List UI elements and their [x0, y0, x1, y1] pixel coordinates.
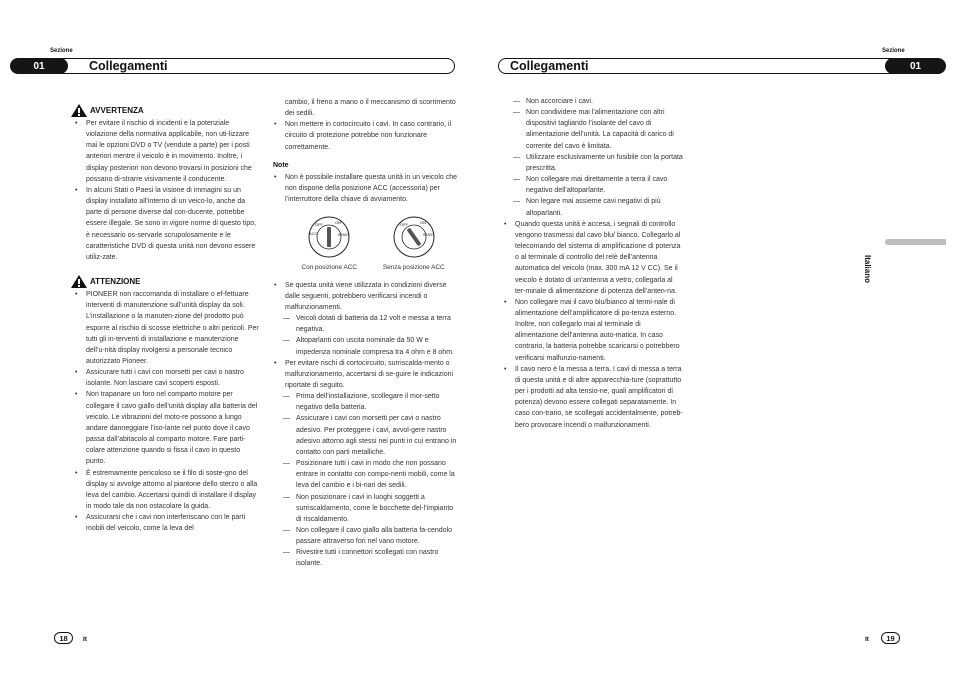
dash-item: — Assicurare i cavi con morsetti per cavi o nastro adesivo. Per proteggere i cavi, avvol-gere nastro adesivo attorno agli stessi nei punti in cui entrano in contatto con parti metalliche.	[273, 413, 457, 458]
note-heading: Note	[273, 161, 289, 169]
section-label: Sezione	[50, 48, 73, 54]
list-item: • Non è possibile installare questa unità in un veicolo che non dispone della posizione ACC (accessoria) per l’interruttore della chiave di avviamento.	[273, 172, 457, 205]
dial-mark: START	[422, 233, 434, 238]
language-code: It	[865, 636, 869, 643]
list-item: • Assicurarsi che i cavi non interferiscano con le parti mobili del veicolo, come la leva del	[74, 512, 259, 534]
list-item: • Per evitare rischi di cortocircuito, surriscalda-mento o malfunzionamento, accertarsi di se-guire le indicazioni riportate di seguito.	[273, 358, 457, 391]
dial-mark: ON	[419, 220, 426, 226]
column-1	[74, 103, 259, 534]
list-item: • PIONEER non raccomanda di installare o ef-fettuare interventi di manutenzione sull’unità display da soli. L’installazione o la manuten-zione del prodotto può esporre al rischio di scosse elettriche o altri pericoli. Per tutti gli in-terventi di installazione e manutenzione dell’u-nità display rivolgersi a personale tecnico autorizzato Pioneer.	[74, 289, 259, 367]
dial-mark: OFF	[399, 222, 408, 228]
warning-heading-text: ATTENZIONE	[90, 276, 141, 286]
continuation-text: cambio, il freno a mano o il meccanismo di scorrimento dei sedili.	[285, 99, 456, 118]
dial-mark: ON	[335, 220, 342, 226]
dial-mark: OFF	[315, 222, 324, 228]
page-title: Collegamenti	[52, 58, 455, 74]
list-item: • Quando questa unità è accesa, i segnali di controllo vengono trasmessi dal cavo blu/ bianco. Collegarlo al telecomando del sistema di amplificazione di potenza o al terminale di controllo del relè dell’antenna automatica del veicolo (max. 300 mA 12 V CC). Se il veicolo è dotato di un’antenna a vetro, collegarla al ter-minale di alimentazione di potenza dell’anten-na.	[503, 219, 685, 297]
dial-mark: START	[338, 233, 350, 238]
dash-item: — Veicoli dotati di batteria da 12 volt e messa a terra negativa.	[273, 313, 457, 335]
dash-item: — Non legare mai assieme cavi negativi di più altoparlanti.	[503, 196, 685, 218]
warning-triangle-icon	[70, 103, 88, 118]
dash-item: — Non collegare il cavo giallo alla batteria fa-cendolo passare attraverso fori nel vano motore.	[273, 525, 457, 547]
section-number-badge: 01	[885, 58, 946, 74]
list-item: • Assicurare tutti i cavi con morsetti per cavi o nastro isolante. Non lasciare cavi scoperti esposti.	[74, 367, 259, 389]
list-item: • Non mettere in cortocircuito i cavi. In caso contrario, il circuito di protezione potrebbe non funzionare correttamente.	[273, 119, 457, 152]
list-item: • Per evitare il rischio di incidenti e la potenziale violazione della normativa applicabile, non uti-lizzare mai le opzioni DVD o TV (vendute a parte) per i posti anteriori mentre il veicolo è in movimento. Inoltre, i display posteriori non devono trovarsi in posizioni che possano di-strarre visivamente il conducente.	[74, 118, 259, 185]
column-3	[503, 96, 685, 431]
dial-caption: Senza posizione ACC	[382, 264, 445, 272]
dash-item: — Non collegare mai direttamente a terra il cavo negativo dell’altoparlante.	[503, 174, 685, 196]
dash-item: — Rivestire tutti i connettori scollegati con nastro isolante.	[273, 547, 457, 569]
column-2	[273, 97, 457, 570]
warning-triangle-icon	[70, 274, 88, 289]
dash-item: — Non posizionare i cavi in luoghi soggetti a surriscaldamento, come le bocchette del-l’impianto di riscaldamento.	[273, 492, 457, 525]
list-item: • Se questa unità viene utilizzata in condizioni diverse dalle seguenti, potrebbero verificarsi incendi o malfunzionamenti.	[273, 280, 457, 313]
page-title: Collegamenti	[498, 58, 901, 74]
ignition-dials-figure	[288, 214, 457, 273]
list-item: • È estremamente pericoloso se il filo di soste-gno del display si avvolge attorno al piantone dello sterzo o alla leva del cambio. Accertarsi quindi di installare il display in modo tale da non ostacolare la guida.	[74, 468, 259, 513]
page-number: 18	[54, 632, 73, 644]
warning-heading-avvertenza	[70, 103, 259, 118]
list-item: • In alcuni Stati o Paesi la visione di immagini su un display installato all’interno di un veico-lo, anche da parte di persone diverse dal con-ducente, potrebbe essere illegale. Se sono in vigore norme di questo tipo, è necessario os-servarle scrupolosamente e le caratteristiche DVD di questa unità non devono essere utiliz-zate.	[74, 185, 259, 263]
language-code: It	[83, 636, 87, 643]
warning-heading-text: AVVERTENZA	[90, 105, 144, 115]
dash-item: — Non condividere mai l’alimentazione con altri dispositivi tagliando l’isolante del cavo di alimentazione dell’unità. La capacità di carico di corrente del cavo è limitata.	[503, 107, 685, 152]
dial-caption: Con posizione ACC	[301, 264, 357, 272]
dash-item: — Prima dell’installazione, scollegare il mor-setto negativo della batteria.	[273, 391, 457, 413]
dial-mark: ACC	[309, 231, 318, 237]
warning-heading-attenzione	[70, 274, 259, 289]
ignition-key-dial-icon	[305, 214, 353, 260]
ignition-key-dial-icon	[390, 214, 438, 260]
dash-item: — Non accorciare i cavi.	[503, 96, 685, 107]
dash-item: — Altoparlanti con uscita nominale da 50 W e impedenza nominale compresa tra 4 ohm e 8 ohm.	[273, 335, 457, 357]
language-tab-label: Italiano	[863, 255, 872, 284]
list-item: • Non collegare mai il cavo blu/bianco al termi-nale di alimentazione dell’amplificatore di po-tenza esterno. Inoltre, non collegarlo mai al terminale di alimentazione dell’antenna auto-matica. In caso contrario, la batteria potrebbe scaricarsi o potrebbero verificarsi malfunzio-namenti.	[503, 297, 685, 364]
page-number: 19	[881, 632, 900, 644]
list-item: • Il cavo nero è la messa a terra. I cavi di messa a terra di questa unità e di altre apparecchia-ture (soprattutto per i prodotti ad alta tensio-ne, quali amplificatori di potenza) devono essere collegati separatamente. In caso con-trario, se scollegati accidentalmente, potreb-bero provocare incendi o malfunzionamenti.	[503, 364, 685, 431]
language-side-tab	[885, 239, 946, 245]
dash-item: — Utilizzare esclusivamente un fusibile con la portata prescritta.	[503, 152, 685, 174]
dash-item: — Posizionare tutti i cavi in modo che non possano entrare in contatto con compo-nenti mobili, come la leva del cambio e i bi-nari dei sedili.	[273, 458, 457, 491]
ignition-dial-with-acc	[288, 214, 371, 273]
list-item: • Non trapanare un foro nel comparto motore per collegare il cavo giallo dell’unità display alla batteria del veicolo. Le vibrazioni del moto-re possono a lungo andare danneggiare l’iso-lante nel punto dove il cavo passa dall’abitacolo al comparto motore. Fare parti-colare attenzione quando si fissa il cavo in questo punto.	[74, 389, 259, 467]
ignition-dial-without-acc	[373, 214, 456, 273]
section-number-badge: 01	[10, 58, 68, 74]
section-label: Sezione	[882, 48, 905, 54]
